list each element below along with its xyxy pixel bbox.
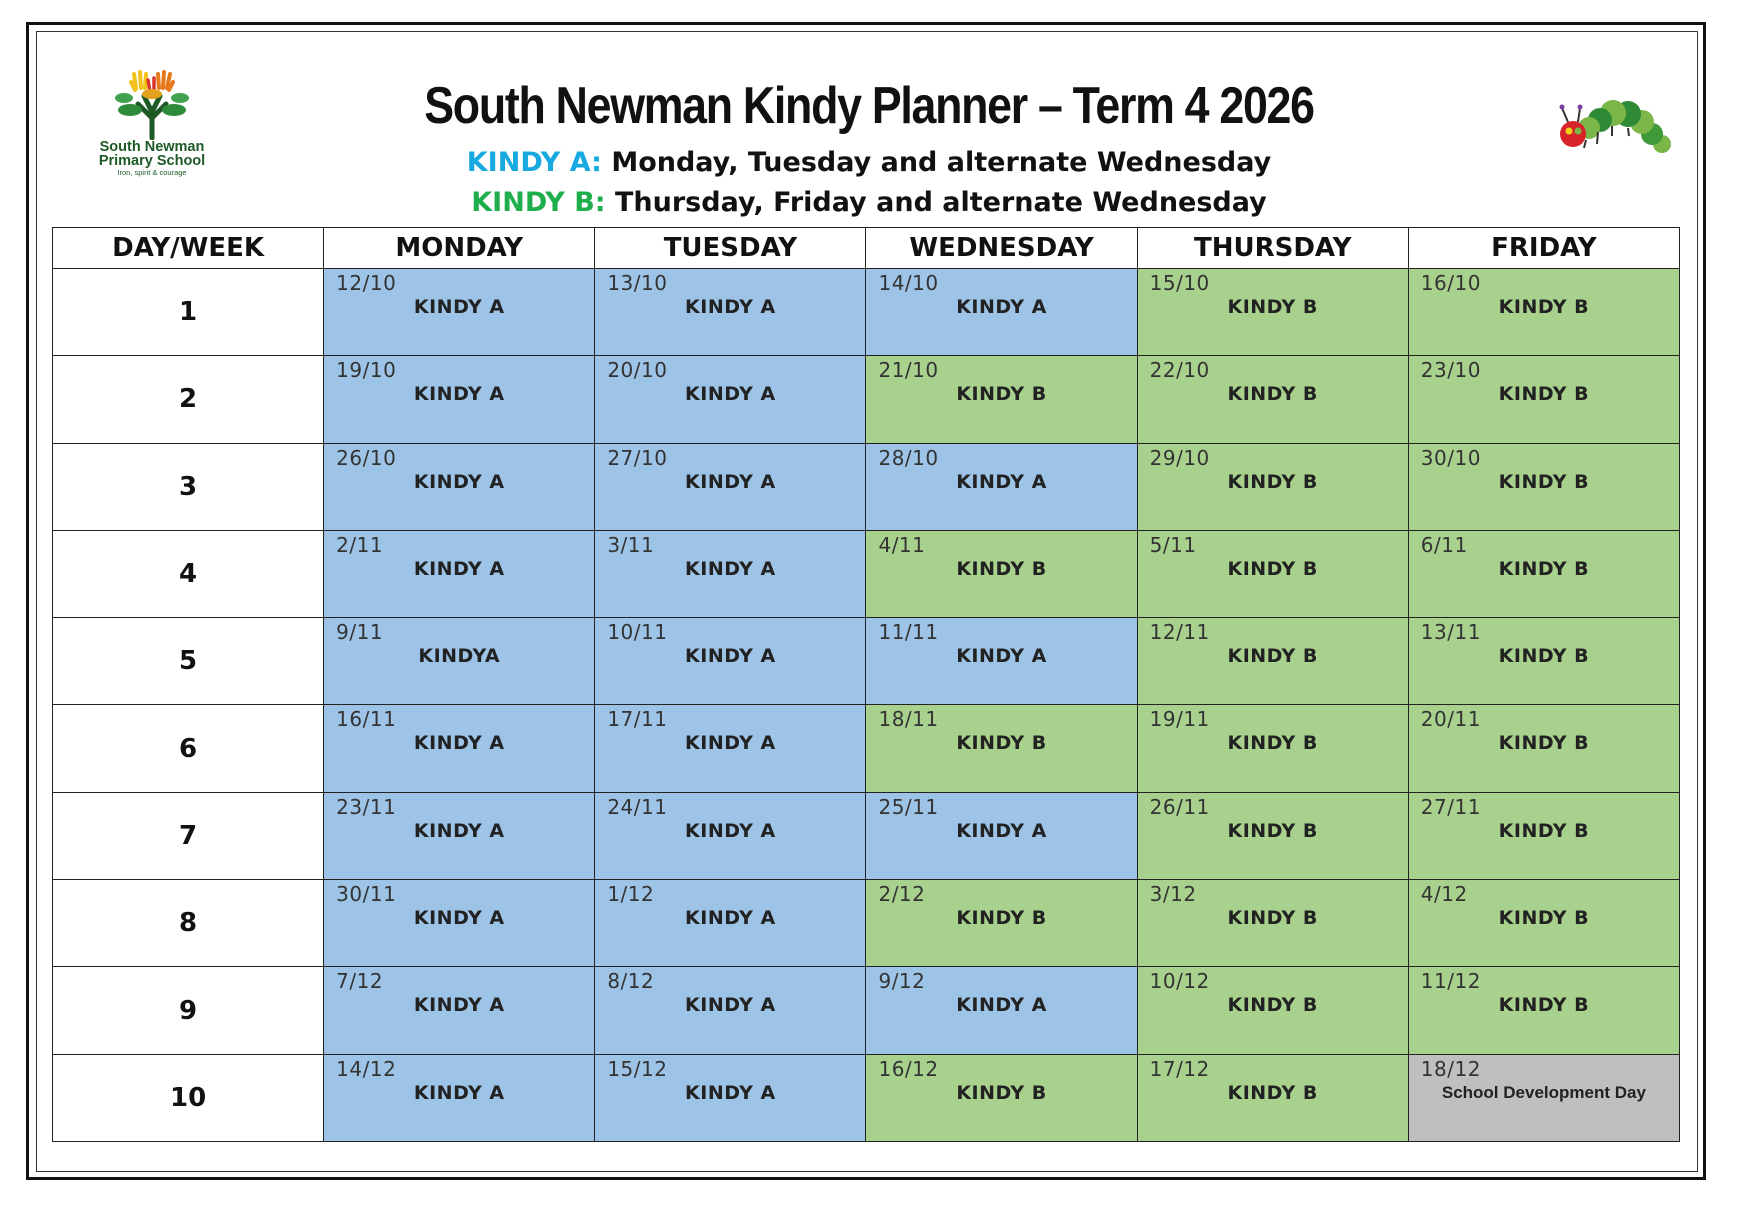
cell-session-label: KINDY B [1498,296,1590,318]
cell-session-label: KINDY B [1227,1081,1318,1104]
cell-date: 19/11 [1149,707,1210,732]
column-header-wednesday: WEDNESDAY [866,228,1137,269]
day-cell-tuesday [595,792,866,879]
week-row [53,356,1680,443]
day-cell-thursday [1137,880,1408,967]
day-cell-wednesday [866,880,1137,967]
cell-date: 6/11 [1420,532,1468,557]
cell-date: 16/12 [878,1056,939,1081]
day-cell-tuesday [595,618,866,705]
day-cell-wednesday [866,530,1137,617]
day-cell-thursday [1137,1054,1408,1141]
kindy-a-schedule [300,146,1438,180]
kindy-b-days: Thursday, Friday and alternate Wednesday [615,187,1267,218]
day-cell-thursday [1137,356,1408,443]
day-cell-monday [324,530,595,617]
cell-session-label: KINDY A [956,296,1047,318]
cell-session-label: KINDY A [413,1081,505,1104]
day-cell-wednesday [866,967,1137,1054]
cell-session-label: KINDY A [956,994,1047,1017]
cell-date: 30/11 [336,882,397,907]
cell-session-label: KINDY B [1498,732,1590,755]
cell-session-label: KINDY B [1498,645,1590,668]
cell-date: 12/11 [1149,620,1210,645]
cell-date: 20/10 [607,358,668,383]
cell-date: 11/11 [878,620,939,645]
day-cell-wednesday [866,356,1137,443]
day-cell-thursday [1137,443,1408,530]
cell-session-label: KINDY B [1227,732,1318,755]
cell-session-label: KINDY B [1498,907,1590,930]
day-cell-wednesday [866,705,1137,792]
cell-date: 16/11 [336,707,397,732]
cell-session-label: KINDY B [1227,907,1318,930]
cell-session-label: KINDY A [685,907,776,930]
week-number: 2 [53,356,324,443]
cell-session-label: KINDY B [1227,296,1318,318]
day-cell-friday [1408,705,1679,792]
week-row [53,269,1680,356]
kindy-b-schedule [300,186,1438,220]
day-cell-monday [324,880,595,967]
cell-date: 9/11 [336,620,384,645]
week-number: 6 [53,705,324,792]
cell-session-label: KINDY A [413,557,505,580]
cell-date: 23/11 [336,794,397,819]
cell-date: 9/12 [878,969,926,994]
day-cell-friday [1408,618,1679,705]
day-cell-friday [1408,880,1679,967]
cell-date: 21/10 [878,358,939,383]
day-cell-tuesday [595,356,866,443]
day-cell-monday [324,356,595,443]
day-cell-monday [324,1054,595,1141]
cell-session-label: KINDY A [685,557,776,580]
day-cell-wednesday [866,269,1137,356]
cell-session-label: KINDY A [413,994,505,1017]
cell-date: 11/12 [1420,969,1481,994]
cell-date: 13/11 [1420,620,1481,645]
cell-date: 30/10 [1420,445,1481,470]
page-title: South Newman Kindy Planner – Term 4 2026 [424,77,1314,135]
week-row [53,967,1680,1054]
week-row [53,618,1680,705]
day-cell-thursday [1137,705,1408,792]
cell-date: 17/11 [607,707,668,732]
day-cell-friday [1408,967,1679,1054]
day-cell-tuesday [595,705,866,792]
cell-date: 13/10 [607,271,668,295]
cell-date: 3/12 [1149,882,1197,907]
cell-session-label: KINDY B [1227,994,1318,1017]
cell-session-label: KINDY A [413,907,505,930]
cell-date: 26/11 [1149,794,1210,819]
day-cell-monday [324,705,595,792]
cell-date: 10/12 [1149,969,1210,994]
day-cell-monday [324,618,595,705]
cell-session-label: KINDY B [1498,819,1590,842]
week-row [53,1054,1680,1141]
day-cell-tuesday [595,530,866,617]
cell-date: 27/11 [1420,794,1481,819]
cell-session-label: KINDY B [1498,470,1590,493]
day-cell-friday [1408,1054,1679,1141]
week-row [53,705,1680,792]
cell-date: 17/12 [1149,1056,1210,1081]
day-cell-tuesday [595,269,866,356]
cell-session-label: KINDY A [413,819,505,842]
cell-session-label: KINDY B [1227,383,1318,406]
cell-date: 8/12 [607,969,655,994]
cell-date: 14/12 [336,1056,397,1081]
cell-date: 10/11 [607,620,668,645]
cell-date: 20/11 [1420,707,1481,732]
cell-session-label: KINDY B [1227,645,1318,668]
planner-body [53,269,1680,1142]
cell-session-label: KINDY B [956,557,1047,580]
week-number: 4 [53,530,324,617]
logo-name-line1: South Newman [99,139,205,155]
cell-session-label: KINDY B [1227,819,1318,842]
column-header-friday: FRIDAY [1408,228,1679,269]
header-row [53,228,1680,269]
cell-session-label: KINDY A [685,732,776,755]
cell-date: 18/11 [878,707,939,732]
week-number: 8 [53,880,324,967]
column-header-tuesday: TUESDAY [595,228,866,269]
week-row [53,530,1680,617]
day-cell-tuesday [595,443,866,530]
cell-date: 4/11 [878,532,926,557]
cell-date: 16/10 [1420,271,1481,295]
cell-session-label: KINDY B [1227,557,1318,580]
day-cell-thursday [1137,618,1408,705]
cell-session-label: KINDY B [956,907,1047,930]
cell-session-label: KINDY A [685,383,776,406]
cell-date: 4/12 [1420,882,1468,907]
kindy-a-label: KINDY A: [466,147,602,178]
week-number: 1 [53,269,324,356]
day-cell-friday [1408,443,1679,530]
week-row [53,880,1680,967]
cell-date: 28/10 [878,445,939,470]
day-cell-monday [324,792,595,879]
cell-date: 14/10 [878,271,939,295]
cell-date: 15/10 [1149,271,1210,295]
cell-session-label: KINDY A [413,470,505,493]
day-cell-wednesday [866,443,1137,530]
day-cell-thursday [1137,269,1408,356]
cell-session-label: KINDY A [956,645,1047,668]
cell-date: 3/11 [607,532,655,557]
cell-date: 15/12 [607,1056,668,1081]
cell-session-label: KINDY A [413,732,505,755]
planner-table [52,227,1680,1142]
cell-session-label: KINDY B [1498,994,1590,1017]
week-number: 9 [53,967,324,1054]
cell-date: 27/10 [607,445,668,470]
column-header-thursday: THURSDAY [1137,228,1408,269]
tree-hands-icon [104,70,200,140]
cell-session-label: KINDY A [413,383,505,406]
cell-session-label: KINDY B [1227,470,1318,493]
week-row [53,792,1680,879]
week-row [53,443,1680,530]
cell-date: 22/10 [1149,358,1210,383]
cell-date: 1/12 [607,882,655,907]
day-cell-thursday [1137,967,1408,1054]
week-number: 10 [53,1054,324,1141]
cell-session-label: KINDY B [956,383,1047,406]
kindy-a-days: Monday, Tuesday and alternate Wednesday [611,147,1272,178]
cell-session-label: KINDY B [956,732,1047,755]
day-cell-friday [1408,530,1679,617]
day-cell-wednesday [866,792,1137,879]
cell-session-label: KINDY B [1498,383,1590,406]
cell-date: 24/11 [607,794,668,819]
column-header-monday: MONDAY [324,228,595,269]
week-number: 5 [53,618,324,705]
day-cell-monday [324,443,595,530]
day-cell-thursday [1137,792,1408,879]
cell-session-label: KINDY A [956,470,1047,493]
cell-date: 5/11 [1149,532,1197,557]
cell-date: 25/11 [878,794,939,819]
day-cell-tuesday [595,1054,866,1141]
logo-name-line2: Primary School [98,153,206,169]
cell-session-label: KINDY A [685,1081,776,1104]
day-cell-friday [1408,792,1679,879]
day-cell-thursday [1137,530,1408,617]
cell-session-label: KINDY A [685,819,776,842]
cell-session-label: KINDY A [685,296,776,318]
caterpillar-icon [1558,98,1676,164]
cell-date: 2/11 [336,532,384,557]
cell-session-label: KINDY B [1498,557,1590,580]
cell-date: 29/10 [1149,445,1210,470]
day-cell-tuesday [595,967,866,1054]
cell-session-label: KINDY A [685,994,776,1017]
cell-session-label: KINDY B [956,1081,1047,1104]
day-cell-wednesday [866,1054,1137,1141]
cell-session-label: School Development Day [1441,1082,1646,1102]
logo-motto: Iron, spirit & courage [117,168,187,177]
column-header-day-week: DAY/WEEK [53,228,324,269]
day-cell-monday [324,967,595,1054]
cell-date: 23/10 [1420,358,1481,383]
school-logo [88,70,216,188]
day-cell-friday [1408,356,1679,443]
day-cell-monday [324,269,595,356]
cell-session-label: KINDYA [418,645,501,668]
cell-date: 12/10 [336,271,397,295]
cell-date: 26/10 [336,445,397,470]
cell-session-label: KINDY A [685,470,776,493]
week-number: 7 [53,792,324,879]
cell-session-label: KINDY A [685,645,776,668]
day-cell-tuesday [595,880,866,967]
cell-date: 7/12 [336,969,384,994]
day-cell-friday [1408,269,1679,356]
week-number: 3 [53,443,324,530]
day-cell-wednesday [866,618,1137,705]
cell-session-label: KINDY A [413,296,505,318]
cell-date: 18/12 [1420,1056,1481,1081]
cell-date: 2/12 [878,882,926,907]
cell-session-label: KINDY A [956,819,1047,842]
cell-date: 19/10 [336,358,397,383]
kindy-b-label: KINDY B: [471,187,606,218]
